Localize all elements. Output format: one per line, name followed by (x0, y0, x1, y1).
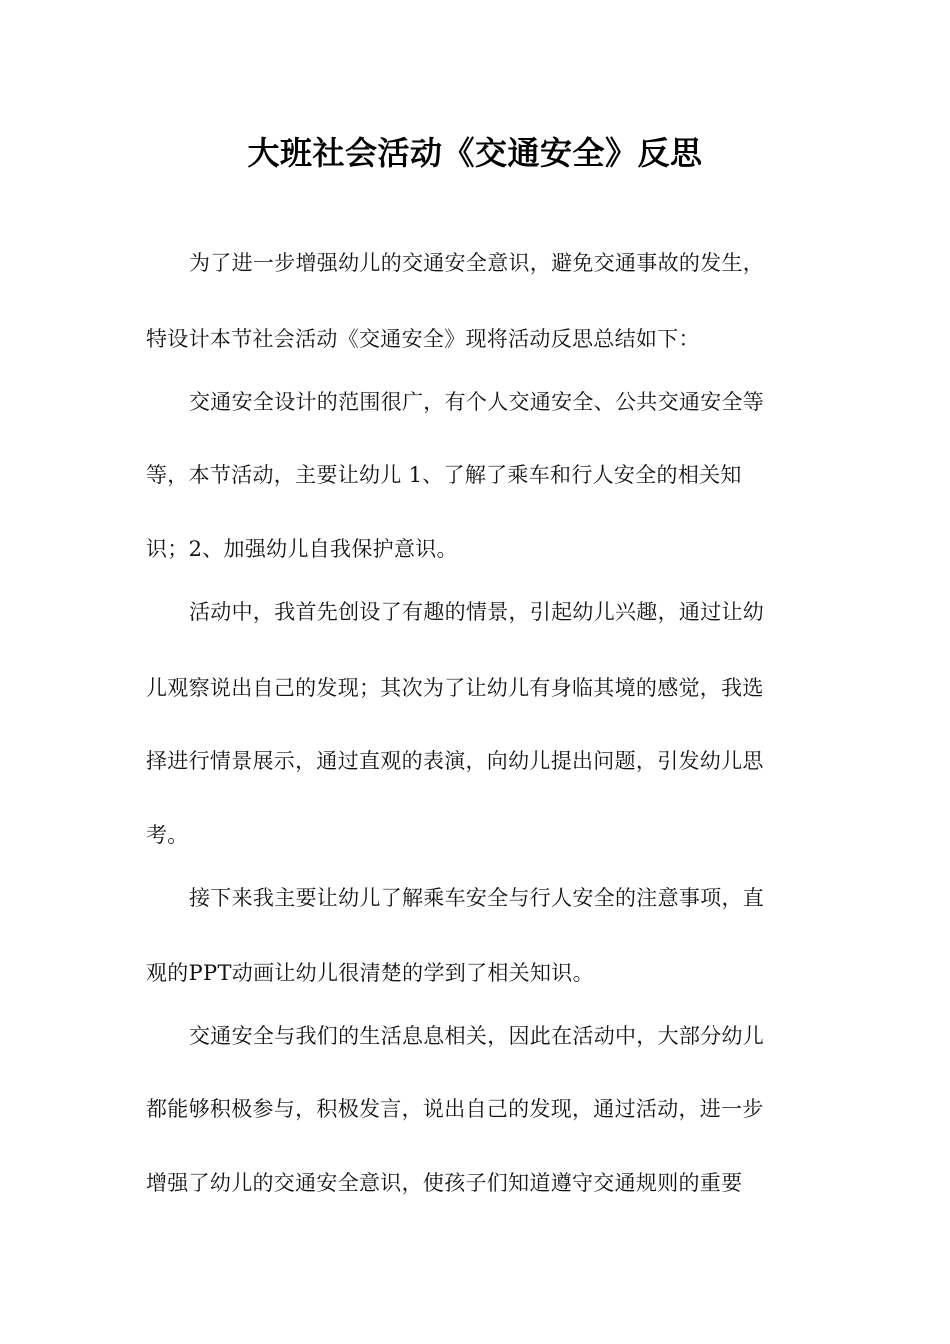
paragraph-3-line-4: 考。 (146, 823, 189, 847)
paragraph-4-line-1: 接下来我主要让幼儿了解乘车安全与行人安全的注意事项，直 (189, 886, 765, 910)
paragraph-5-line-1: 交通安全与我们的生活息息相关，因此在活动中，大部分幼儿 (189, 1024, 765, 1048)
paragraph-5-line-2: 都能够积极参与，积极发言，说出自己的发现，通过活动，进一步 (146, 1097, 764, 1121)
paragraph-3-line-2: 儿观察说出自己的发现；其次为了让幼儿有身临其境的感觉，我选 (146, 676, 764, 700)
paragraph-1-line-1: 为了进一步增强幼儿的交通安全意识，避免交通事故的发生， (189, 251, 765, 275)
paragraph-3-line-1: 活动中，我首先创设了有趣的情景，引起幼儿兴趣，通过让幼 (189, 600, 765, 624)
paragraph-3-line-3: 择进行情景展示，通过直观的表演，向幼儿提出问题，引发幼儿思 (146, 749, 764, 773)
paragraph-4-line-2: 观的PPT动画让幼儿很清楚的学到了相关知识。 (146, 961, 594, 985)
paragraph-2-line-1: 交通安全设计的范围很广，有个人交通安全、公共交通安全等 (189, 390, 765, 414)
document-title: 大班社会活动《交通安全》反思 (247, 134, 703, 172)
paragraph-5-line-3: 增强了幼儿的交通安全意识，使孩子们知道遵守交通规则的重要 (146, 1171, 743, 1195)
paragraph-1-line-2: 特设计本节社会活动《交通安全》现将活动反思总结如下： (146, 327, 700, 351)
paragraph-2-line-2: 等，本节活动，主要让幼儿 1、了解了乘车和行人安全的相关知 (146, 463, 742, 487)
paragraph-2-line-3: 识；2、加强幼儿自我保护意识。 (146, 537, 458, 561)
